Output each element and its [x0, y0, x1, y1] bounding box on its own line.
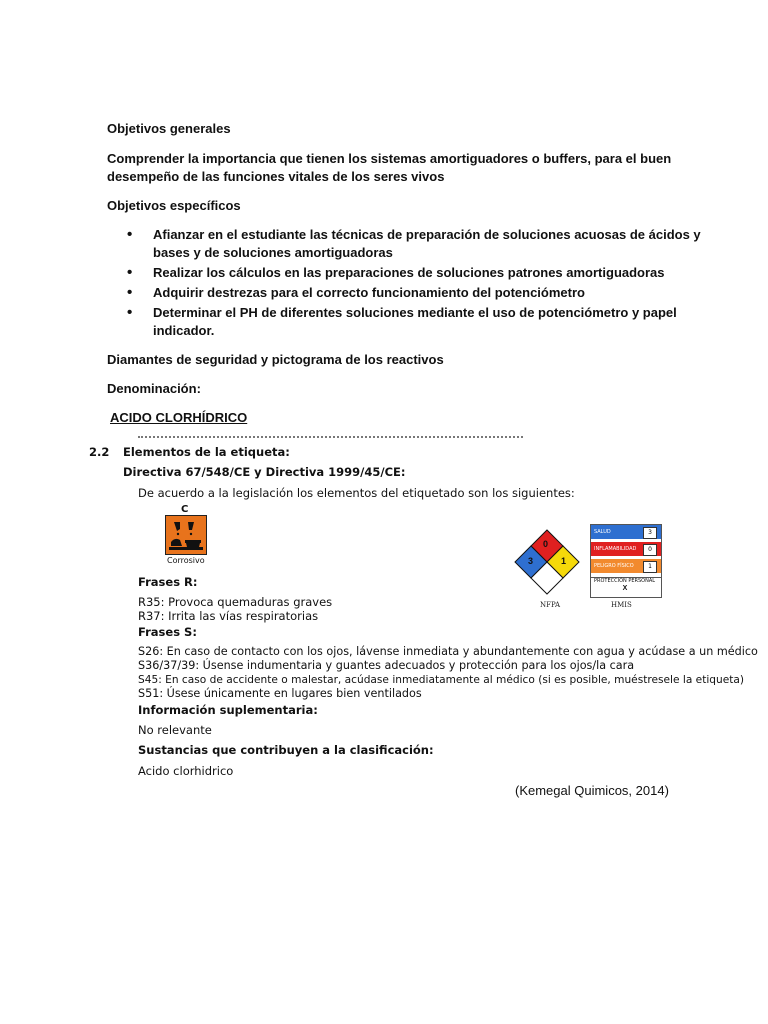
- substances-value: Acido clorhidrico: [138, 764, 234, 778]
- hmis-row-value: 1: [643, 561, 657, 573]
- section-title: Elementos de la etiqueta:: [123, 445, 290, 459]
- hmis-row-name: INFLAMABILIDAD: [594, 546, 637, 552]
- nfpa-caption: NFPA: [540, 601, 561, 609]
- list-item-line: Afianzar en el estudiante las técnicas de preparación de soluciones acuosas de ácidos y: [153, 227, 701, 242]
- hmis-row-value: 0: [643, 544, 657, 556]
- nfpa-diamond: [513, 528, 581, 596]
- directive-heading: Directiva 67/548/CE y Directiva 1999/45/CE:: [123, 465, 406, 479]
- hmis-row-value: 3: [643, 527, 657, 539]
- frase-r: R37: Irrita las vías respiratorias: [138, 609, 319, 623]
- list-item-line: bases y de soluciones amortiguadoras: [153, 245, 393, 260]
- cropped-text-remnant: [138, 434, 523, 439]
- frases-r-heading: Frases R:: [138, 575, 198, 589]
- hmis-row-flammability: [591, 542, 661, 556]
- supplementary-info-value: No relevante: [138, 723, 212, 737]
- nfpa-blue-value: 3: [528, 556, 534, 566]
- diamonds-heading: Diamantes de seguridad y pictograma de los reactivos: [107, 352, 444, 367]
- list-item: [107, 264, 701, 282]
- list-item-line: Determinar el PH de diferentes soluciones mediante el uso de potenciómetro y papel: [153, 305, 677, 320]
- nfpa-red-value: 0: [543, 539, 549, 549]
- hmis-row-health: [591, 525, 661, 539]
- heading-general-objectives: Objetivos generales: [107, 121, 231, 136]
- general-objective-line-1: Comprender la importancia que tienen los sistemas amortiguadores o buffers, para el buen: [107, 151, 672, 166]
- list-item-line: Realizar los cálculos en las preparaciones de soluciones patrones amortiguadoras: [153, 265, 665, 280]
- hmis-row-name: SALUD: [594, 529, 611, 535]
- hmis-label: [590, 524, 662, 598]
- citation: (Kemegal Quimicos, 2014): [515, 783, 669, 798]
- acid-name: ACIDO CLORHÍDRICO: [110, 410, 248, 425]
- list-item: [107, 304, 701, 340]
- hmis-protection-value: X: [622, 585, 628, 592]
- pictogram-letter: C: [181, 504, 189, 515]
- labeling-intro: De acuerdo a la legislación los elementos del etiquetado son los siguientes:: [138, 486, 575, 500]
- hmis-protection-label: PROTECCIÓN PERSONAL: [591, 577, 662, 584]
- section-number: 2.2: [89, 445, 110, 459]
- pictogram-label: Corrosivo: [167, 556, 205, 565]
- specific-objectives-list: [107, 226, 701, 342]
- general-objective-line-2: desempeño de las funciones vitales de los seres vivos: [107, 169, 445, 184]
- corrosive-icon: [166, 516, 206, 554]
- substances-heading: Sustancias que contribuyen a la clasificación:: [138, 743, 434, 757]
- list-item-line: indicador.: [153, 323, 215, 338]
- hmis-row-name: PELIGRO FÍSICO: [594, 563, 634, 569]
- frase-s: S36/37/39: Úsense indumentaria y guantes adecuados y protección para los ojos/la cara: [138, 659, 635, 672]
- frase-s: S51: Úsese únicamente en lugares bien ventilados: [138, 687, 422, 700]
- frase-s: S26: En caso de contacto con los ojos, lávense inmediata y abundantemente con agua y acúdase a un médico: [138, 645, 758, 658]
- hmis-row-physical-hazard: [591, 559, 661, 573]
- frase-s: S45: En caso de accidente o malestar, acúdase inmediatamente al médico (si es posible, muéstresele la etiqueta): [138, 674, 745, 686]
- denominacion-label: Denominación:: [107, 381, 201, 396]
- list-item: [107, 284, 701, 302]
- hmis-caption: HMIS: [611, 601, 632, 609]
- nfpa-yellow-value: 1: [561, 556, 567, 566]
- frases-s-heading: Frases S:: [138, 625, 197, 639]
- list-item: [107, 226, 701, 262]
- frase-r: R35: Provoca quemaduras graves: [138, 595, 333, 609]
- corrosive-pictogram: [165, 515, 207, 555]
- supplementary-info-heading: Información suplementaria:: [138, 703, 318, 717]
- heading-specific-objectives: Objetivos específicos: [107, 198, 241, 213]
- list-item-line: Adquirir destrezas para el correcto funcionamiento del potenciómetro: [153, 285, 585, 300]
